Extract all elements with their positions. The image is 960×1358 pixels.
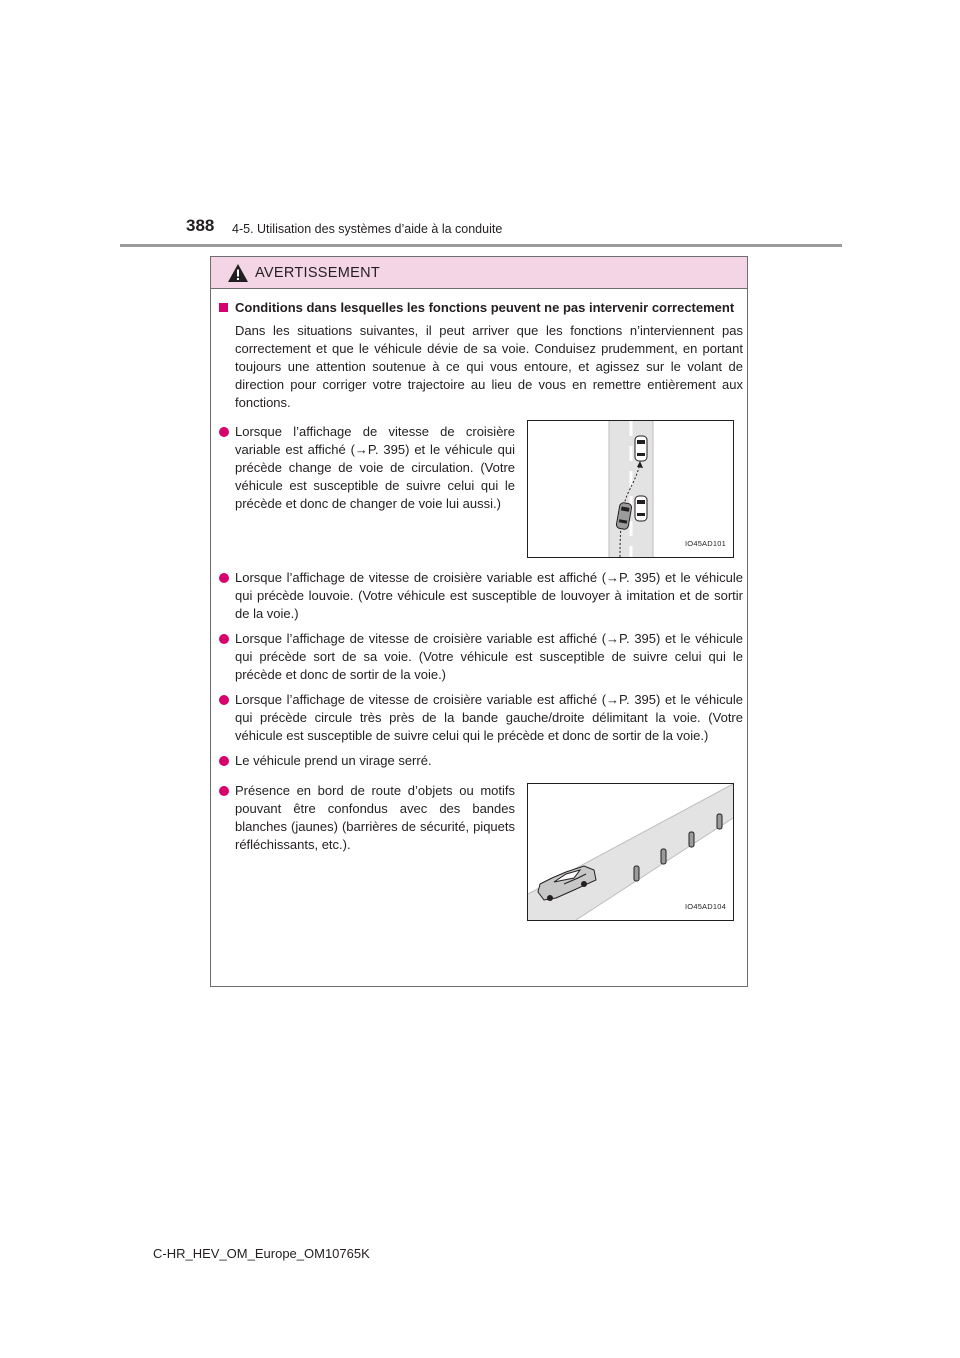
bullet-icon — [219, 573, 229, 583]
list-item — [219, 569, 743, 623]
warning-intro: Dans les situations suivantes, il peut arriver que les fonctions n’interviennent pas correctement et que le véhicule dévie de sa voie. Conduisez prudemment, en portant toujours une attention soutenue à ce qui vous entoure, et agissez sur le volant de direction pour corriger votre trajectoire au lieu de vous en remettre entièrement aux fonctions. — [235, 323, 743, 410]
list-item — [219, 752, 743, 770]
list-item — [219, 630, 743, 684]
figure-code: IO45AD101 — [685, 539, 726, 548]
list-item-text: Le véhicule prend un virage serré. — [235, 753, 432, 768]
item-row-1 — [219, 423, 743, 558]
item-row-2 — [219, 782, 743, 921]
following-car-icon — [635, 496, 647, 521]
list-item — [219, 782, 515, 854]
square-bullet-icon — [219, 303, 228, 312]
footer-doc-code: C-HR_HEV_OM_Europe_OM10765K — [153, 1246, 370, 1261]
warning-triangle-icon — [227, 263, 249, 283]
header-rule — [120, 244, 842, 247]
subheading-text: Conditions dans lesquelles les fonctions peuvent ne pas intervenir correctement — [235, 300, 735, 315]
section-title: 4-5. Utilisation des systèmes d’aide à la conduite — [232, 222, 503, 236]
bullet-icon — [219, 756, 229, 766]
list-item-text: Lorsque l’affichage de vitesse de croisière variable est affiché (→P. 395) et le véhicule qui précède change de voie de circulation. (Votre véhicule est susceptible de suivre celui qui le précède et donc de changer de voie lui aussi.) — [235, 424, 515, 511]
warning-content — [219, 299, 743, 921]
warning-subheading — [219, 299, 743, 317]
figure-roadside-objects — [527, 783, 734, 921]
list-item — [219, 691, 743, 745]
list-item — [219, 423, 515, 513]
page-number: 388 — [186, 216, 215, 235]
warning-title: AVERTISSEMENT — [255, 264, 381, 281]
figure-lane-change — [527, 420, 734, 558]
warning-box — [210, 256, 748, 987]
list-item-text: Lorsque l’affichage de vitesse de croisière variable est affiché (→P. 395) et le véhicule qui précède louvoie. (Votre véhicule est susceptible de louvoyer à imitation et de sortir de la voie.) — [235, 570, 743, 621]
bullet-icon — [219, 427, 229, 437]
list-item-text: Présence en bord de route d’objets ou motifs pouvant être confondus avec des bandes blanches (jaunes) (barrières de sécurité, piquets réfléchissants, etc.). — [235, 783, 515, 852]
warning-header — [211, 257, 747, 289]
bullet-icon — [219, 695, 229, 705]
list-item-text: Lorsque l’affichage de vitesse de croisière variable est affiché (→P. 395) et le véhicule qui précède sort de sa voie. (Votre véhicule est susceptible de suivre celui qui le précède et donc de sortir de la voie.) — [235, 631, 743, 682]
list-item-text: Lorsque l’affichage de vitesse de croisière variable est affiché (→P. 395) et le véhicule qui précède circule très près de la bande gauche/droite délimitant la voie. (Votre véhicule est susceptible de suivre celui qui le précède et donc de sortir de la voie.) — [235, 692, 743, 743]
bullet-icon — [219, 634, 229, 644]
lead-car-icon — [635, 436, 647, 461]
figure-code: IO45AD104 — [685, 902, 726, 911]
bullet-icon — [219, 786, 229, 796]
